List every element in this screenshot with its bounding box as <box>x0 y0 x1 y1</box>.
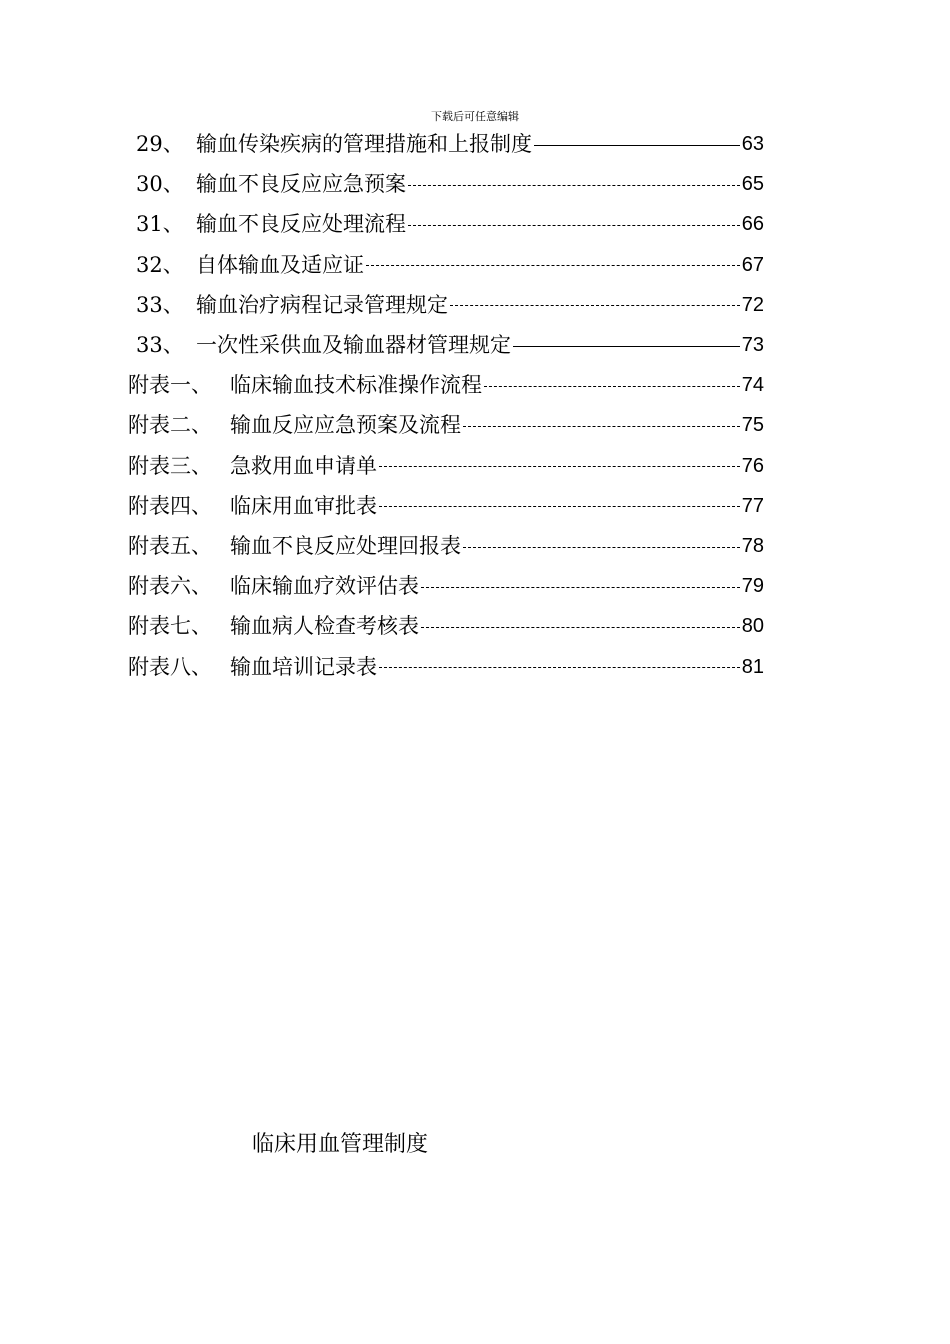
toc-entry-page-number: 63 <box>741 133 764 155</box>
toc-entry[interactable] <box>128 526 764 566</box>
toc-entry[interactable] <box>136 325 764 365</box>
toc-entry-title: 输血传染疾病的管理措施和上报制度 <box>196 132 532 156</box>
toc-entry-number: 31、 <box>136 212 184 237</box>
toc-leader-line <box>534 145 740 146</box>
toc-entry[interactable] <box>136 124 764 164</box>
toc-entry[interactable] <box>128 606 764 646</box>
toc-leader-line <box>379 506 740 507</box>
toc-leader-line <box>408 185 740 186</box>
toc-entry[interactable] <box>136 245 764 285</box>
toc-entry-title: 临床输血技术标准操作流程 <box>230 373 482 398</box>
toc-leader-line <box>379 667 740 668</box>
toc-entry-page-number: 75 <box>741 414 764 437</box>
toc-entry-title: 输血不良反应应急预案 <box>196 172 406 197</box>
toc-entry-page-number: 81 <box>741 655 764 678</box>
toc-entry[interactable] <box>128 647 764 687</box>
toc-entry[interactable] <box>136 204 764 244</box>
toc-entry-page-number: 72 <box>741 293 764 316</box>
toc-entry-title: 临床用血审批表 <box>230 493 377 518</box>
toc-entry[interactable] <box>136 164 764 204</box>
toc-entry-page-number: 65 <box>741 173 764 196</box>
toc-entry[interactable] <box>136 285 764 325</box>
toc-leader-line <box>450 305 740 306</box>
toc-entry-title: 急救用血申请单 <box>230 453 377 478</box>
toc-leader-line <box>463 547 740 548</box>
toc-entry-number: 30、 <box>136 172 184 197</box>
toc-entry-title: 输血不良反应处理流程 <box>196 212 406 237</box>
toc-entry-page-number: 80 <box>741 615 764 638</box>
toc-entry[interactable] <box>128 446 764 486</box>
toc-entry[interactable] <box>128 365 764 405</box>
toc-entry-number: 附表六、 <box>128 574 212 599</box>
toc-leader-line <box>421 587 740 588</box>
toc-entry-page-number: 78 <box>741 535 764 557</box>
toc-entry-page-number: 77 <box>741 494 764 517</box>
toc-entry-number: 附表五、 <box>128 534 212 558</box>
toc-entry-title: 自体输血及适应证 <box>196 252 364 277</box>
toc-entry-title: 临床输血疗效评估表 <box>230 574 419 599</box>
toc-entry-page-number: 74 <box>741 374 764 397</box>
toc-entry[interactable] <box>128 486 764 526</box>
toc-entry-title: 输血治疗病程记录管理规定 <box>196 292 448 317</box>
toc-entry-number: 附表一、 <box>128 373 212 398</box>
toc-leader-line <box>421 627 740 628</box>
toc-entry[interactable] <box>128 405 764 445</box>
toc-entry-number: 附表七、 <box>128 614 212 639</box>
toc-entry[interactable] <box>128 566 764 606</box>
toc-entry-page-number: 67 <box>741 253 764 276</box>
toc-entry-number: 附表三、 <box>128 453 212 478</box>
toc-entry-title: 输血反应应急预案及流程 <box>230 413 461 438</box>
page-header-note: 下载后可任意编辑 <box>431 110 519 123</box>
toc-entry-title: 输血培训记录表 <box>230 654 377 679</box>
toc-leader-line <box>379 466 740 467</box>
toc-entry-title: 一次性采供血及输血器材管理规定 <box>196 333 511 357</box>
toc-entry-page-number: 66 <box>741 213 764 236</box>
toc-entry-title: 输血病人检查考核表 <box>230 614 419 639</box>
toc-entry-title: 输血不良反应处理回报表 <box>230 534 461 558</box>
toc-leader-line <box>484 386 740 387</box>
toc-entry-number: 33、 <box>136 333 184 357</box>
section-heading: 临床用血管理制度 <box>252 1132 429 1157</box>
toc-entry-number: 附表四、 <box>128 493 212 518</box>
toc-leader-line <box>366 265 740 266</box>
toc-entry-number: 32、 <box>136 252 184 277</box>
toc-entry-page-number: 73 <box>741 334 764 356</box>
toc-entry-number: 附表八、 <box>128 654 212 679</box>
toc-leader-line <box>513 346 740 347</box>
toc-entry-number: 29、 <box>136 132 184 156</box>
toc-entry-page-number: 79 <box>741 575 764 598</box>
toc-leader-line <box>463 426 740 427</box>
toc-entry-page-number: 76 <box>741 454 764 477</box>
toc-entry-number: 33、 <box>136 292 184 317</box>
toc-leader-line <box>408 225 740 226</box>
toc-entry-number: 附表二、 <box>128 413 212 438</box>
